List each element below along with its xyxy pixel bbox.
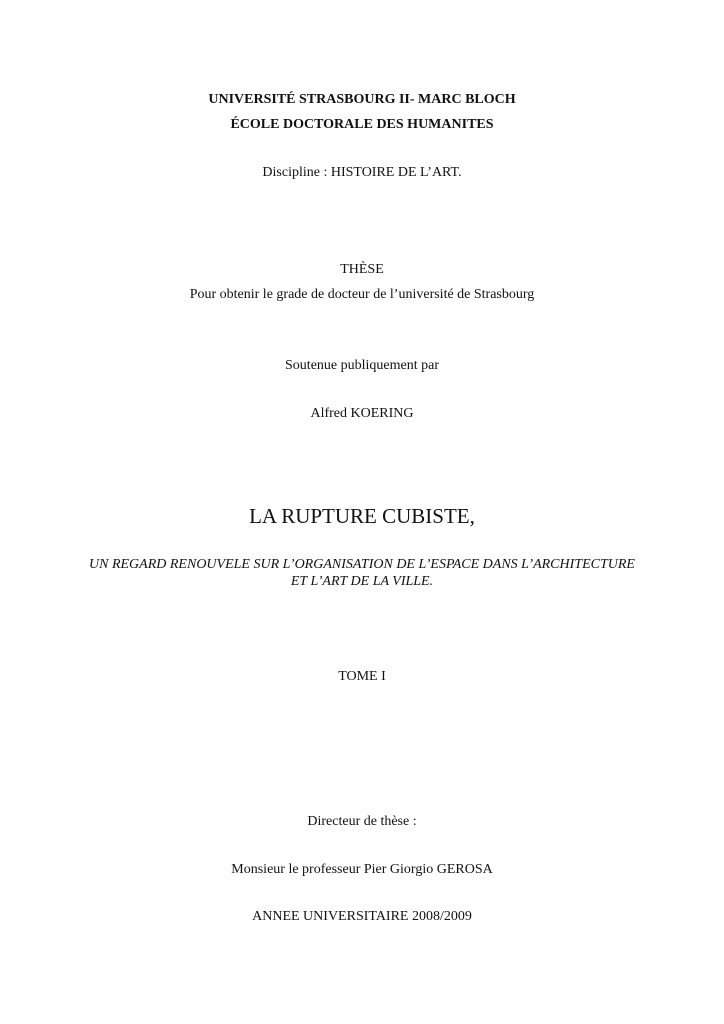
thesis-subtitle-line1: UN REGARD RENOUVELE SUR L’ORGANISATION DE L’ESPACE DANS L’ARCHITECTURE [89,557,635,572]
volume-label: TOME I [338,669,386,684]
director-label: Directeur de thèse : [307,814,417,829]
director-name: Monsieur le professeur Pier Giorgio GEROSA [231,862,493,877]
defense-label: Soutenue publiquement par [285,358,439,373]
thesis-subtitle-line2: ET L’ART DE LA VILLE. [290,574,434,589]
thesis-title: LA RUPTURE CUBISTE, [249,504,475,528]
academic-year: ANNEE UNIVERSITAIRE 2008/2009 [252,909,472,924]
discipline: Discipline : HISTOIRE DE L’ART. [262,165,462,180]
university-name: UNIVERSITÉ STRASBOURG II- MARC BLOCH [208,92,516,107]
thesis-purpose: Pour obtenir le grade de docteur de l’université de Strasbourg [189,287,535,302]
author-name: Alfred KOERING [310,406,414,421]
thesis-label: THÈSE [340,262,384,277]
doctoral-school: ÉCOLE DOCTORALE DES HUMANITES [230,117,494,132]
